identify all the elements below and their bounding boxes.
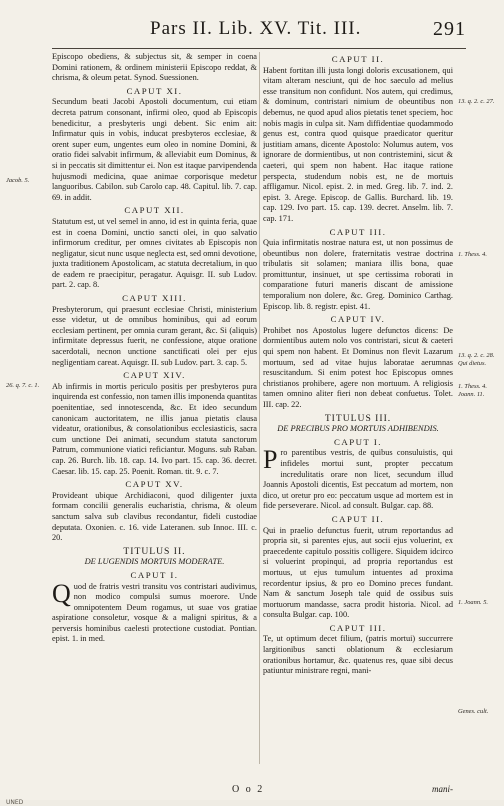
chapter-heading: CAPUT II. [331,54,385,64]
chapter-heading: CAPUT I. [130,569,179,580]
paragraph: Qui in praelio defunctus fuerit, utrum reportandus ad propria sit, si parentes ejus, aut socii ejus voluerint, ex praecedente capitulo possitis colligere. Siquidem idcirco si voluerint propinqui, ad propria reportandus est mortuus, ut ejus tumulum intuentes ad proxima recordentur ipsius, & pro eo Domino preces fundant. Nam & sanctum Joseph tale quid de ossibus suis mortuorum mandasse, sacra prodit historia. Nicol. ad consulta Bulgar. cap. 100. [263,525,453,620]
title: TITULUS III. [324,412,392,424]
running-head: Pars II. Lib. XV. Tit. III. [150,18,362,39]
chapter-heading: CAPUT XII. [124,205,185,216]
column-divider [259,52,260,764]
margin-note: 13. q. 2. c. 27. [458,98,495,105]
page-number: 291 [433,18,466,40]
margin-note: Jacob. 5. [6,177,30,184]
paragraph: Te, ut optimum decet filium, (patris mortui) succurrere largitionibus sancti oblationum & ecclesiarum orationibus hortamur, &c. quatenus res, quae sibi decus patiuntur ministrare regni, mani- [263,634,453,676]
chapter-heading: CAPUT II. [331,513,385,524]
margin-note: 13. q. 2. c. 28. Qui dietus. [458,352,495,367]
paragraph: Provideant ubique Archidiaconi, quod diligenter juxta formam concilii generalis eucharistia, chrisma, & oleum sanctum salva sub clavibus recondantur, fideli custodiae deputata. Oxonien. c. 16. vide Lateranen. sub Innoc. III. c. 20. [52,490,257,543]
paragraph: Quod de fratris vestri transitu vos contristari audivimus, non modico compulsi sumus moerore. Unde omnipotentem Deum rogamus, ut suae vos gratiae aspiratione consoletur, vosque & a maligni spiritus, & a perversis hominibus caelesti protectione custodiat. Pontian. epist. 1. in med. [52,578,257,644]
paragraph: Statutum est, ut vel semel in anno, id est in quinta feria, quae est in coena Domini, unctio sancti olei, in quo salvatio infirmorum creditur, per omnes civitates ab Episcopis non negligatur, sicut nunc usque neglecta est, sed omni devotione, juxta traditionem Apostolicam, ac statuta decretalium, in quo de eadem re praecipitur, peragatur. Aquisgr. II. sub Ludov. part. 2. cap. 8. [52,216,257,290]
library-watermark: UNED [6,799,24,806]
paragraph: Ab infirmis in mortis periculo positis per presbyteros pura inquirenda est confessio, non tamen illis imponenda quantitas poenitentiae, sed innotescenda, &c. Et ideo secundum canonicam auctoritatem, ne illis janua pietatis clausa videatur, orationibus, & consolationibus ecclesiasticis, sacra cum unctione Dei animati, secundum statuta sanctorum Patrum, communione viatici reficiantur. Moguns. sub Raban. cap. 26. Burch. lib. 18. cap. 14. Ivo part. 15. cap. 36. decret. Caesar. lib. 15. cap. 25. Poenit. Roman. tit. 9. c. 7. [52,381,257,476]
catchword: mani- [432,784,453,794]
title: TITULUS II. [123,545,186,557]
paragraph: Quia infirmitatis nostrae natura est, ut non possimus de obeuntibus non dolere, fraternitatis vestrae doctrina tribulatis sit solamen; maniara illis bona, quae promittuntur, insinuet, ut spe certissima roborati in comparatione futuri maneris discant de amissione temporalium non dolere, &c. Greg. Dominico Carthag. Episcop. lib. 8. registr. epist. 41. [263,238,453,311]
chapter-heading: CAPUT XV. [125,479,184,490]
right-column [263,52,453,766]
chapter-heading: CAPUT III. [329,622,387,633]
paragraph: Prohibet nos Apostolus lugere defunctos dicens: De dormientibus autem nolo vos contristari, sicut & caeteri qui spem non habent. Et Dominus non flevit Lazarum mortuum, sed ad vitae hujus laboratae aerumnas resuscitandum. Si enim potest hoc Episcopus omnes christianos prohibere, agere non mortuum. A religiosis tamen omnino aliter fieri non debeat confuetus. Tolet. III. cap. 22. [263,325,453,409]
margin-note: 1. Thess. 4. [458,251,487,258]
header-rule [52,48,466,49]
chapter-heading: CAPUT I. [333,436,382,447]
subtitle: DE PRECIBUS PRO MORTUIS ADHIBENDIS. [277,424,439,434]
margin-note: 26. q. 7. c. 1. [6,382,40,389]
paragraph: Episcopo obediens, & subjectus sit, & semper in coena Domini rationem, & ordinem ministerii Episcopo reddat, & chrisma, & oleum petat. Synod. Suessionen. [52,52,257,83]
chapter-heading: CAPUT XI. [126,85,183,96]
paragraph: Secundum beati Jacobi Apostoli documentum, cui etiam decreta patrum consonant, infirmi oleo, quod ab Episcopis benedicitur, a presbyteris ungi debent. Sic enim ait: Infirmatur quis in vobis, inducat presbyteros ecclesiae, & orent super eum, ungentes eum oleo in nomine Domini, & oratio fidei salvabit infirmum, & alleviabit eum Dominus, & si in peccatis sit dimittentur ei. Non est itaque parvipendenda hujusmodi medicina, quae animae corporisque medetur languoribus. Cabilon. sub Carolo cap. 48. Capitul. lib. 7. cap. 69. in addit. [52,97,257,202]
paragraph: Pro parentibus vestris, de quibus consuluistis, qui infideles mortui sunt, propter peccatum incredulitatis orare non licet, secundum illud Joannis Apostoli dicentis, Est peccatum ad mortem, non dico, ut oretur pro eo: peccatum usque ad mortem est in fide perseverare. Nicol. ad consult. Bulgar. cap. 88. [263,445,453,511]
chapter-heading: CAPUT XIV. [123,370,186,381]
signature-mark: O o 2 [232,784,265,795]
margin-note: Genes. cult. [458,708,489,715]
chapter-heading: CAPUT XIII. [122,293,187,304]
margin-note: 1. Thess. 4. Joann. 11. [458,383,487,398]
paragraph: Habent fortitan illi justa longi doloris excusationem, qui vitam alteram nesciunt, qui de hoc saeculo ad melius esse transitum non confidunt. Nos autem, qui credimus, & dominum, contristari nimium de obeuntibus non debemus, ne quod apud alios pietatis tenet speciem, hoc nobis magis in culpa sit. Nam diffidentiae quodammodo genus est, contra quod quisque praedicator queritur justitiam amans, dicente Apostolo: Nolumus autem, vos ignorare de dormientibus, ut non contristemini, sicut & caeteri, qui spem non habent. Hac itaque ratione perspecta, studendum nobis est, ne de mortuis affligamur. Nicol. epist. 2. in med. Greg. lib. 7. ind. 2. epist. 3. Arege. Episcop. de Gallis. Burchard. lib. 19. cap. 129. Ivo part. 15. cap. 139. decret. Anselm. lib. 7. cap. 171. [263,65,453,223]
chapter-heading: CAPUT IV. [330,314,386,325]
page-header [150,10,488,46]
chapter-heading: CAPUT III. [329,226,387,237]
subtitle: DE LUGENDIS MORTUIS MODERATE. [84,557,225,567]
left-column [52,52,257,766]
margin-note: 1. Joann. 5. [458,599,488,606]
paragraph: Presbyterorum, qui praesunt ecclesiae Christi, ministerium esse videtur, ut de omnibus hominibus, qui ad eorum ecclesiam pertinent, per omnia curam gerant, &c. Si (aliquis) infirmitate depressus fuerit, ne confessione, atque oratione sacerdotali, necnon unctione sanctificati olei per ejus negligentiam careat. Aquisgr. II. sub Ludov. part. 3. cap. 5. [52,304,257,367]
